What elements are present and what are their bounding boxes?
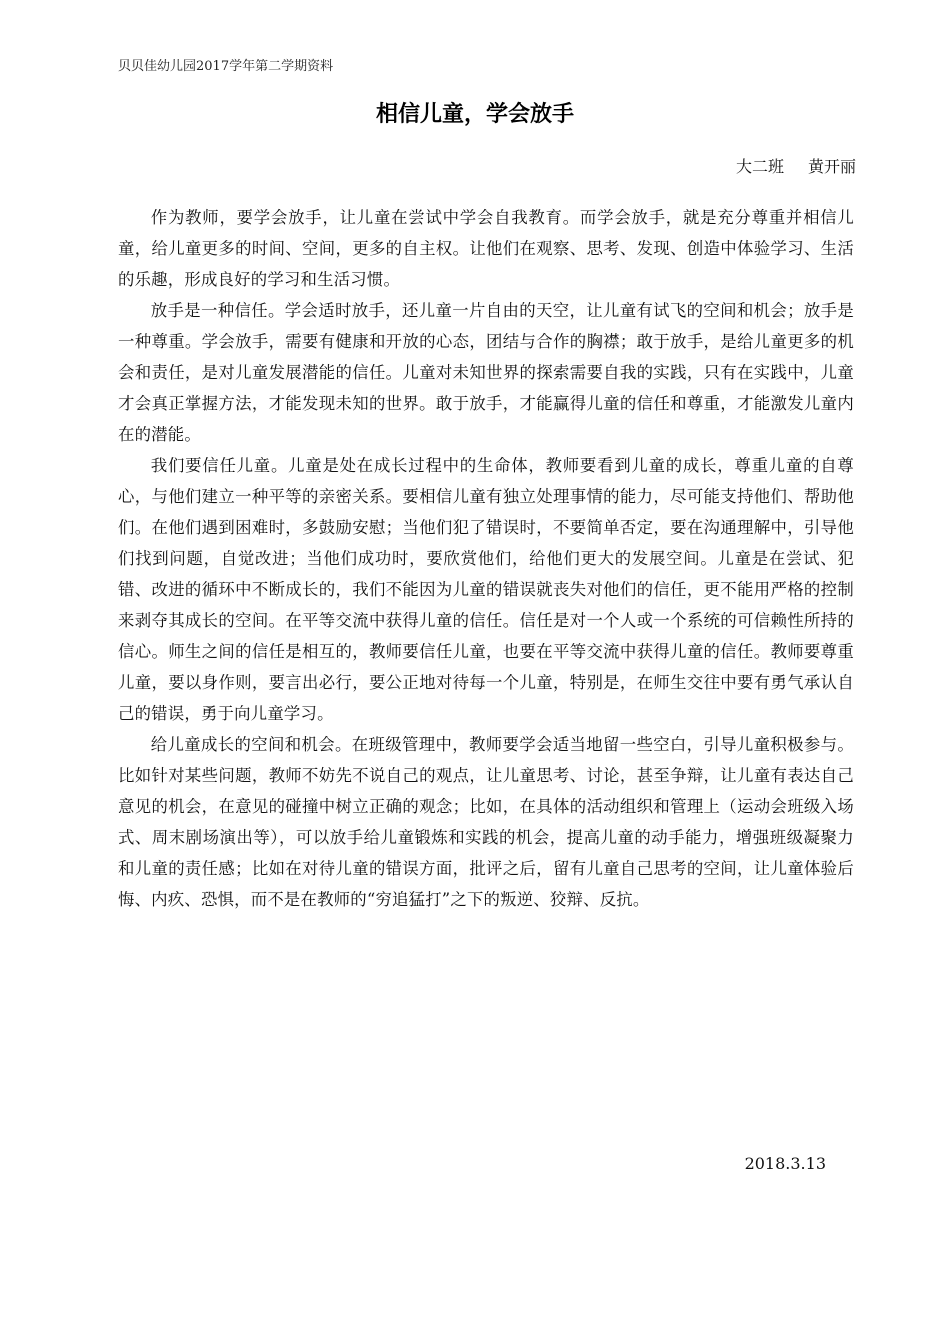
author-class: 大二班 [735,157,784,176]
paragraph-1: 作为教师，要学会放手，让儿童在尝试中学会自我教育。而学会放手，就是充分尊重并相信儿童，给儿童更多的时间、空间，更多的自主权。让他们在观察、思考、发现、创造中体验学习、生活的乐趣，形成良好的学习和生活习惯。 [118,208,854,289]
document-title: 相信儿童，学会放手 [375,102,574,127]
document-header: 贝贝佳幼儿园2017学年第二学期资料 [118,59,334,74]
author-name: 黄开丽 [807,157,856,176]
author-line [736,156,856,178]
paragraph-2: 放手是一种信任。学会适时放手，还儿童一片自由的天空，让儿童有试飞的空间和机会；放手是一种尊重。学会放手，需要有健康和开放的心态，团结与合作的胸襟；敢于放手，是给儿童更多的机会和责任，是对儿童发展潜能的信任。儿童对未知世界的探索需要自我的实践，只有在实践中，儿童才会真正掌握方法，才能发现未知的世界。敢于放手，才能赢得儿童的信任和尊重，才能激发儿童内在的潜能。 [118,301,854,444]
article-body [118,202,854,915]
paragraph-3: 我们要信任儿童。儿童是处在成长过程中的生命体，教师要看到儿童的成长，尊重儿童的自尊心，与他们建立一种平等的亲密关系。要相信儿童有独立处理事情的能力，尽可能支持他们、帮助他们。在他们遇到困难时，多鼓励安慰；当他们犯了错误时，不要简单否定，要在沟通理解中，引导他们找到问题，自觉改进；当他们成功时，要欣赏他们，给他们更大的发展空间。儿童是在尝试、犯错、改进的循环中不断成长的，我们不能因为儿童的错误就丧失对他们的信任，更不能用严格的控制来剥夺其成长的空间。在平等交流中获得儿童的信任。信任是对一个人或一个系统的可信赖性所持的信心。师生之间的信任是相互的，教师要信任儿童，也要在平等交流中获得儿童的信任。教师要尊重儿童，要以身作则，要言出必行，要公正地对待每一个儿童，特别是，在师生交往中要有勇气承认自己的错误，勇于向儿童学习。 [118,456,854,723]
paragraph-4: 给儿童成长的空间和机会。在班级管理中，教师要学会适当地留一些空白，引导儿童积极参与。比如针对某些问题，教师不妨先不说自己的观点，让儿童思考、讨论，甚至争辩，让儿童有表达自己意见的机会，在意见的碰撞中树立正确的观念；比如，在具体的活动组织和管理上（运动会班级入场式、周末剧场演出等），可以放手给儿童锻炼和实践的机会，提高儿童的动手能力，增强班级凝聚力和儿童的责任感；比如在对待儿童的错误方面，批评之后，留有儿童自己思考的空间，让儿童体验后悔、内疚、恐惧，而不是在教师的“穷追猛打”之下的叛逆、狡辩、反抗。 [118,735,854,909]
document-date: 2018.3.13 [744,1154,826,1173]
